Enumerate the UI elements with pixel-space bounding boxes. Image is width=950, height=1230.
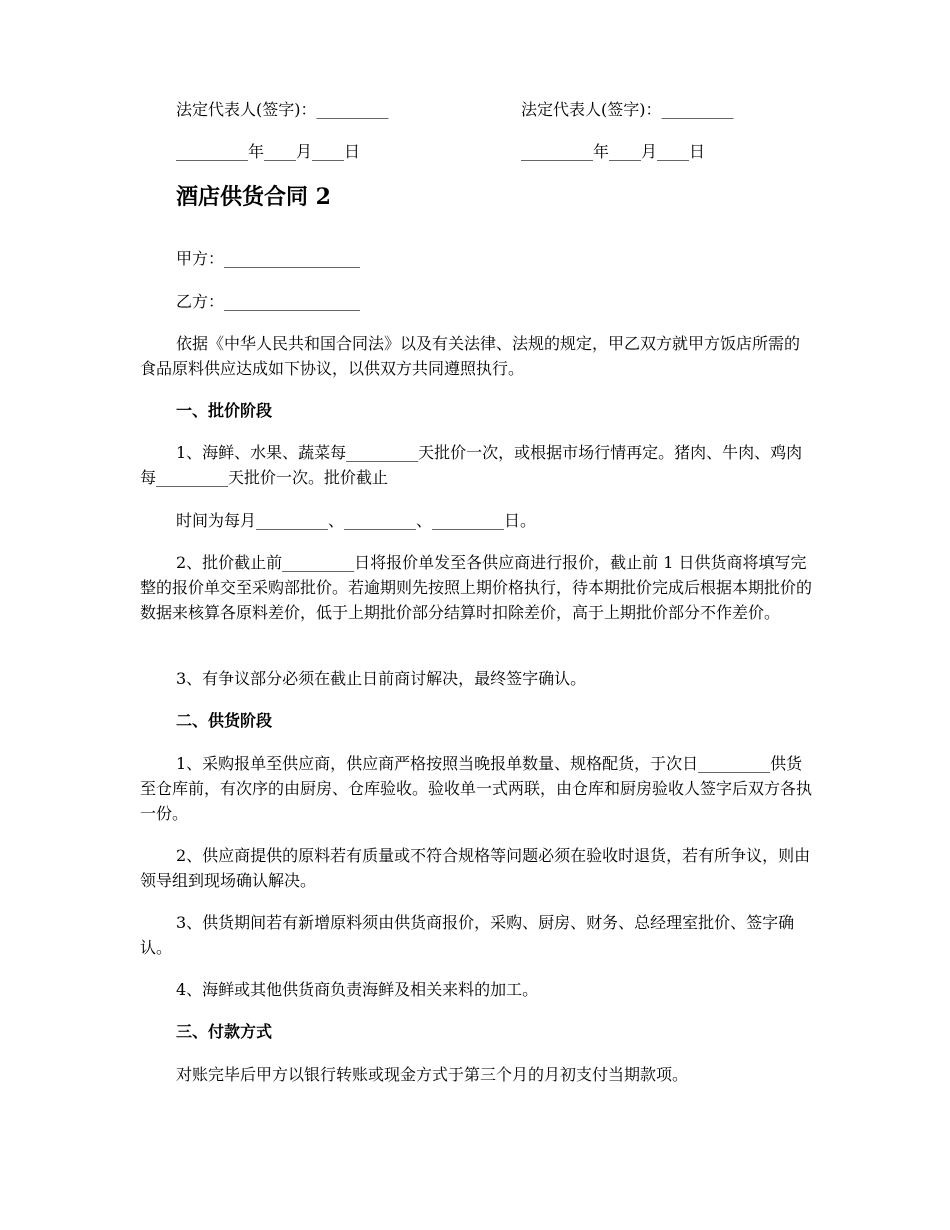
party-b-representative-signature: 法定代表人(签字)：_________ <box>521 100 734 119</box>
party-b-field: 乙方：_________________ <box>176 292 361 311</box>
supply-clause-4: 4、海鲜或其他供货商负责海鲜及相关来料的加工。 <box>176 980 539 999</box>
intro-paragraph: 依据《中华人民共和国合同法》以及有关法律、法规的规定，甲乙双方就甲方饭店所需的食品原料供应达成如下协议，以供双方共同遵照执行。 <box>140 334 801 378</box>
supply-clause-3: 3、供货期间若有新增原料须由供货商报价，采购、厨房、财务、总经理室批价、签字确认。 <box>140 913 795 957</box>
party-a-representative-signature: 法定代表人(签字)：_________ <box>176 100 389 119</box>
supply-clause-2: 2、供应商提供的原料若有质量或不符合规格等问题必须在验收时退货，若有所争议，则由领导组到现场确认解决。 <box>140 846 811 890</box>
pricing-clause-1: 1、海鲜、水果、蔬菜每_________天批价一次，或根据市场行情再定。猪肉、牛肉、鸡肉每_________天批价一次。批价截止 <box>140 443 803 487</box>
section-heading-payment: 三、付款方式 <box>176 1022 273 1041</box>
section-heading-pricing: 一、批价阶段 <box>176 401 273 420</box>
party-a-field: 甲方：_________________ <box>176 249 361 268</box>
party-b-sign-date: _________年____月____日 <box>521 142 706 161</box>
section-heading-supply: 二、供货阶段 <box>176 711 273 730</box>
pricing-clause-3: 3、有争议部分必须在截止日前商讨解决，最终签字确认。 <box>176 669 587 688</box>
supply-clause-1: 1、采购报单至供应商，供应商严格按照当晚报单数量、规格配货，于次日_________供货至仓库前，有次序的由厨房、仓库验收。验收单一式两联，由仓库和厨房验收人签字后双方各执一份。 <box>140 754 813 823</box>
date-row <box>140 139 812 164</box>
contract-title: 酒店供货合同 2 <box>176 184 331 210</box>
payment-clause-1: 对账完毕后甲方以银行转账或现金方式于第三个月的月初支付当期款项。 <box>176 1065 689 1084</box>
pricing-clause-1-continued: 时间为每月_________、_________、_________日。 <box>176 511 537 530</box>
party-a-sign-date: _________年____月____日 <box>176 142 361 161</box>
pricing-clause-2: 2、批价截止前_________日将报价单发至各供应商进行报价，截止前 1 日供货商将填写完整的报价单交至采购部批价。若逾期则先按照上期价格执行，待本期批价完成后根据本期批价的数据来核算各原料差价，低于上期批价部分结算时扣除差价，高于上期批价部分不作差价。 <box>140 553 813 622</box>
signature-row <box>140 97 812 122</box>
